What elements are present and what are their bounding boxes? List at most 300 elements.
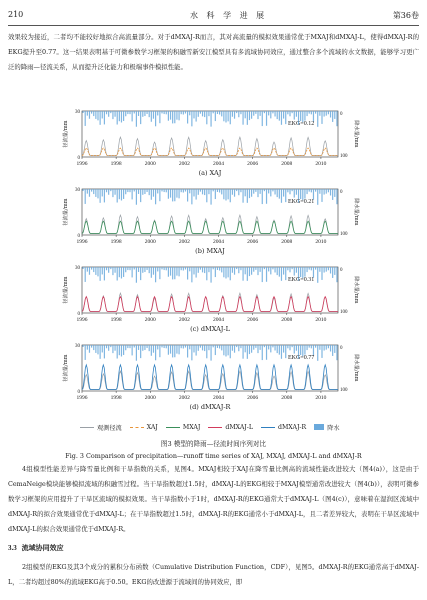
precip-bar [136, 189, 137, 205]
precip-bar [294, 111, 295, 120]
precip-bar [178, 189, 179, 198]
x-tick-label: 2004 [213, 317, 225, 323]
precip-bar [336, 345, 337, 360]
precip-bar [321, 345, 322, 358]
precip-bar [104, 189, 105, 202]
precip-bar [287, 189, 288, 192]
legend-item-mxaj: MXAJ [166, 424, 200, 431]
x-tick-label: 2010 [315, 317, 327, 323]
precip-bar [289, 111, 290, 116]
legend-item-dmxaj-r: dMXAJ-R [261, 424, 306, 431]
x-tick-label: 2006 [247, 395, 259, 401]
precip-bar [292, 267, 293, 269]
precip-bar [279, 111, 280, 121]
precip-bar [200, 345, 201, 348]
precip-bar [155, 267, 156, 282]
y-axis-label: 径流量/mm [63, 276, 69, 304]
precip-bar [151, 267, 152, 278]
precip-bar [281, 345, 282, 359]
precip-bar [176, 267, 177, 276]
precip-bar [104, 345, 105, 358]
precip-bar [210, 345, 211, 361]
precip-bar [247, 189, 248, 203]
precip-bar [181, 267, 182, 270]
y2-tick-label: 0 [340, 112, 343, 117]
precip-bar [85, 111, 86, 126]
precip-bar [161, 345, 162, 347]
precip-bar [189, 189, 190, 193]
precip-bar [168, 111, 169, 121]
precip-bar [274, 267, 275, 272]
precip-bar [283, 189, 284, 197]
precip-bar [319, 111, 320, 116]
header-rule [8, 25, 419, 26]
x-tick-label: 2002 [178, 239, 190, 245]
precip-bar [196, 345, 197, 356]
precip-bar [306, 189, 307, 194]
precip-bar [330, 267, 331, 273]
precip-bar [332, 345, 333, 356]
precip-bar [168, 267, 169, 277]
figure-panel-c [60, 263, 360, 333]
precip-bar [206, 111, 207, 124]
precip-bar [266, 189, 267, 204]
precip-bar [174, 111, 175, 123]
precip-bar [268, 189, 269, 193]
precip-bar [300, 267, 301, 277]
precip-bar [277, 189, 278, 197]
precip-bar [206, 345, 207, 358]
precip-bar [210, 189, 211, 205]
y2-tick-label: 100 [340, 154, 348, 159]
precip-bar [153, 345, 154, 353]
precip-bar [193, 345, 194, 352]
precip-bar [264, 111, 265, 113]
y2-axis-label: 降水量/mm [353, 120, 359, 148]
precip-bar [228, 189, 229, 199]
precip-bar [206, 189, 207, 202]
precip-bar [123, 111, 124, 121]
precip-bar [253, 345, 254, 350]
y2-tick-label: 100 [340, 388, 348, 393]
precip-bar [119, 267, 120, 277]
precip-bar [283, 267, 284, 275]
precip-bar [317, 267, 318, 283]
precip-bar [151, 111, 152, 122]
legend-line-icon [208, 427, 222, 428]
precip-bar [225, 111, 226, 122]
precip-bar [193, 111, 194, 118]
precip-bar [183, 189, 184, 193]
precip-bar [225, 189, 226, 200]
precip-bar [174, 345, 175, 357]
precip-bar [108, 345, 109, 351]
precip-bar [161, 111, 162, 113]
precip-bar [225, 267, 226, 278]
precip-bar [217, 267, 218, 270]
precip-bar [85, 267, 86, 282]
precip-bar [251, 267, 252, 275]
precip-bar [215, 111, 216, 121]
precip-bar [123, 267, 124, 277]
precip-bar [151, 345, 152, 356]
precip-bar [93, 111, 94, 116]
precip-bar [181, 111, 182, 114]
precip-bar [129, 267, 130, 270]
precip-bar [249, 345, 250, 354]
y-tick-label: 0 [77, 234, 80, 239]
x-tick-label: 1996 [76, 161, 88, 167]
precip-bar [213, 267, 214, 269]
precip-bar [230, 111, 231, 124]
precip-bar [236, 111, 237, 113]
precip-bar [170, 189, 171, 198]
x-tick-label: 2004 [213, 395, 225, 401]
chart-d [60, 341, 360, 403]
precip-bar [132, 111, 133, 121]
precip-bar [281, 111, 282, 125]
y2-tick-label: 0 [340, 268, 343, 273]
precip-bar [294, 345, 295, 354]
precip-bar [110, 345, 111, 347]
precip-bar [324, 345, 325, 351]
precip-bar [91, 189, 92, 192]
precip-bar [330, 111, 331, 117]
precip-bar [127, 111, 128, 114]
precip-bar [181, 189, 182, 192]
precip-bar [136, 267, 137, 283]
precip-bar [234, 111, 235, 119]
precip-bar [270, 345, 271, 352]
figure-caption-cn: 图3 模型的降雨—径流时间序列对比 [160, 440, 267, 448]
precip-bar [132, 345, 133, 355]
precip-bar [196, 267, 197, 278]
precip-bar [300, 111, 301, 121]
precip-bar [146, 111, 147, 114]
precip-bar [91, 111, 92, 114]
legend-line-icon [166, 427, 180, 428]
precip-bar [311, 189, 312, 192]
precip-bar [97, 189, 98, 198]
precip-bar [234, 345, 235, 353]
precip-bar [138, 189, 139, 194]
precip-bar [292, 111, 293, 113]
precip-bar [311, 345, 312, 348]
precip-bar [217, 111, 218, 114]
precip-bar [142, 267, 143, 273]
precip-bar [95, 267, 96, 275]
precip-bar [89, 189, 90, 197]
x-tick-label: 2010 [315, 161, 327, 167]
precip-bar [328, 345, 329, 348]
precip-bar [93, 189, 94, 194]
precip-bar [326, 189, 327, 194]
precip-bar [309, 345, 310, 348]
precip-bar [296, 345, 297, 351]
x-tick-label: 2008 [281, 317, 293, 323]
precip-bar [114, 345, 115, 351]
x-tick-label: 1998 [110, 317, 122, 323]
precip-bar [198, 345, 199, 351]
x-tick-label: 2000 [144, 395, 156, 401]
precip-bar [321, 267, 322, 280]
precip-bar [140, 111, 141, 124]
precip-bar [161, 189, 162, 191]
precip-bar [85, 345, 86, 360]
precip-bar [332, 189, 333, 200]
precip-bar [185, 189, 186, 192]
y-tick-label: 0 [77, 390, 80, 395]
precip-bar [87, 267, 88, 272]
journal-name: 水 科 学 进 展 [190, 11, 268, 20]
precip-bar [191, 189, 192, 204]
ekg-annotation: EKG=0.12 [288, 121, 315, 127]
precip-bar [178, 267, 179, 276]
precip-bar [240, 345, 241, 348]
precip-bar [196, 189, 197, 200]
precip-bar [255, 267, 256, 270]
precip-bar [123, 189, 124, 199]
precip-bar [272, 267, 273, 269]
precip-bar [324, 111, 325, 117]
precip-bar [251, 345, 252, 353]
precip-bar [319, 267, 320, 272]
precip-bar [306, 111, 307, 116]
precip-bar [110, 111, 111, 113]
plot-frame [82, 189, 338, 235]
plot-frame [82, 111, 338, 157]
precip-bar [208, 345, 209, 350]
precip-bar [306, 267, 307, 272]
precip-bar [202, 345, 203, 350]
precip-bar [117, 189, 118, 203]
panel-caption-c: (c) dMXAJ-L [190, 325, 230, 333]
precip-bar [225, 345, 226, 356]
precip-bar [138, 345, 139, 350]
precip-bar [285, 345, 286, 358]
precip-bar [242, 267, 243, 281]
precip-bar [315, 345, 316, 348]
precip-bar [89, 267, 90, 275]
precip-bar [110, 189, 111, 191]
precip-bar [108, 189, 109, 195]
precip-bar [95, 345, 96, 353]
precip-bar [91, 267, 92, 270]
precip-bar [149, 345, 150, 351]
x-tick-label: 2008 [281, 161, 293, 167]
precip-bar [202, 111, 203, 116]
precip-bar [121, 111, 122, 122]
precip-bar [104, 267, 105, 280]
precip-bar [292, 345, 293, 347]
legend-item-xaj: XAJ [130, 424, 158, 431]
precip-bar [153, 111, 154, 119]
precip-bar [245, 189, 246, 196]
precip-bar [117, 267, 118, 281]
precip-bar [277, 267, 278, 275]
precip-bar [85, 189, 86, 204]
precip-bar [328, 267, 329, 270]
precip-bar [166, 111, 167, 114]
precip-bar [210, 111, 211, 127]
chart-b [60, 185, 360, 247]
precip-bar [232, 345, 233, 351]
precip-bar [294, 189, 295, 198]
precip-bar [234, 189, 235, 197]
precip-bar [146, 345, 147, 348]
precip-bar [189, 267, 190, 271]
page-header [0, 0, 427, 30]
precip-bar [200, 267, 201, 270]
x-tick-label: 2006 [247, 161, 259, 167]
precip-bar [112, 189, 113, 197]
precip-bar [176, 189, 177, 198]
precip-bar [232, 267, 233, 273]
precip-bar [245, 267, 246, 274]
x-tick-label: 2004 [213, 161, 225, 167]
precip-bar [106, 111, 107, 114]
precip-bar [102, 189, 103, 196]
precip-bar [228, 267, 229, 277]
x-tick-label: 1996 [76, 239, 88, 245]
precip-bar [106, 267, 107, 270]
precip-bar [134, 189, 135, 191]
precip-bar [260, 267, 261, 272]
precip-bar [287, 267, 288, 270]
precip-bar [279, 345, 280, 355]
y-axis-label: 径流量/mm [63, 354, 69, 382]
precip-bar [236, 267, 237, 269]
precip-bar [157, 267, 158, 271]
precip-bar [172, 189, 173, 201]
observed-runoff-line [82, 215, 338, 233]
precip-bar [155, 189, 156, 204]
intro-paragraph: 效果较为接近，二者均不能较好地拟合高流量部分。对于dMXAJ-R而言，其对高流量的模拟效果通常优于MXAJ和dMXAJ-L，使得dMXAJ-R的EKG提升至0.77。这一结果表明基于可微参数学习框架的积融雪新安江模型具有多流域协同效应，通过整合多个流域的水文数据，能够学习更广泛的降雨—径流关系，从而提升泛化能力和极端事件模拟性能。 [8, 33, 419, 71]
chart-c [60, 263, 360, 325]
precip-bar [283, 345, 284, 353]
precip-bar [97, 345, 98, 354]
precip-bar [114, 267, 115, 273]
y2-tick-label: 0 [340, 346, 343, 351]
precip-bar [151, 189, 152, 200]
precip-bar [309, 267, 310, 270]
figure-legend [80, 421, 370, 433]
chart-a [60, 107, 360, 169]
precip-bar [189, 111, 190, 115]
precip-bar [253, 111, 254, 116]
x-tick-label: 2002 [178, 395, 190, 401]
precip-bar [189, 345, 190, 349]
precip-bar [257, 267, 258, 275]
x-tick-label: 1996 [76, 395, 88, 401]
simulated-runoff-line [82, 148, 338, 155]
precip-bar [170, 267, 171, 276]
section-heading [8, 543, 64, 553]
precip-bar [336, 189, 337, 204]
precip-bar [274, 189, 275, 194]
precip-bar [294, 267, 295, 276]
precip-bar [155, 345, 156, 360]
precip-bar [159, 267, 160, 279]
precip-bar [215, 267, 216, 277]
precip-bar [249, 111, 250, 120]
precip-bar [279, 189, 280, 199]
precip-bar [236, 189, 237, 191]
precip-bar [100, 345, 101, 359]
precip-bar [82, 189, 83, 191]
x-tick-label: 2000 [144, 317, 156, 323]
last-paragraph: 2组模型的EKG及其3个成分的累积分布函数（Cumulative Distribution Function，CDF），见图5。dMXAJ-R的EKG通常高于dMXAJ-L，二者均超过80%的流域EKG高于0.50。EKG的改进源于流域间的协同效应，即 [8, 563, 419, 586]
precip-bar [110, 267, 111, 269]
precip-bar [204, 111, 205, 117]
precip-bar [332, 111, 333, 122]
precip-bar [138, 111, 139, 116]
legend-line-icon [80, 427, 94, 428]
precip-bar [164, 111, 165, 114]
x-tick-label: 2002 [178, 161, 190, 167]
precip-bar [210, 267, 211, 283]
precip-bar [234, 267, 235, 275]
precip-bar [93, 267, 94, 272]
precip-bar [321, 111, 322, 124]
precip-bar [272, 111, 273, 113]
precip-bar [215, 189, 216, 199]
precip-bar [309, 189, 310, 192]
y2-tick-label: 0 [340, 190, 343, 195]
precip-bar [204, 345, 205, 351]
precip-bar [223, 267, 224, 277]
precip-bar [257, 111, 258, 119]
precip-bar [317, 345, 318, 361]
precip-bar [219, 111, 220, 115]
legend-item-dmxaj-l: dMXAJ-L [208, 424, 253, 431]
precip-bar [230, 345, 231, 358]
x-tick-label: 2000 [144, 161, 156, 167]
ekg-annotation: EKG=0.77 [288, 355, 315, 361]
precip-bar [102, 111, 103, 118]
ekg-annotation: EKG=0.31 [288, 277, 315, 283]
precip-bar [217, 345, 218, 348]
precip-bar [89, 111, 90, 119]
precip-bar [317, 189, 318, 205]
precip-bar [191, 111, 192, 126]
precip-bar [112, 345, 113, 353]
precip-bar [277, 111, 278, 119]
x-tick-label: 2002 [178, 317, 190, 323]
precip-bar [198, 189, 199, 195]
precip-bar [289, 189, 290, 194]
precip-bar [134, 111, 135, 113]
precip-bar [200, 111, 201, 114]
precip-bar [300, 189, 301, 199]
precip-bar [178, 111, 179, 120]
precip-bar [319, 189, 320, 194]
precip-bar [200, 189, 201, 192]
precip-bar [129, 189, 130, 192]
precip-bar [223, 111, 224, 121]
precip-bar [112, 267, 113, 275]
precip-bar [306, 345, 307, 350]
precip-bar [134, 267, 135, 269]
precip-bar [264, 345, 265, 347]
y2-axis-label: 降水量/mm [353, 198, 359, 226]
precip-bar [146, 267, 147, 270]
precip-bar [164, 267, 165, 270]
page-number: 210 [8, 10, 24, 19]
precip-bar [108, 111, 109, 117]
precip-bar [100, 189, 101, 203]
simulated-runoff-line [82, 221, 338, 233]
